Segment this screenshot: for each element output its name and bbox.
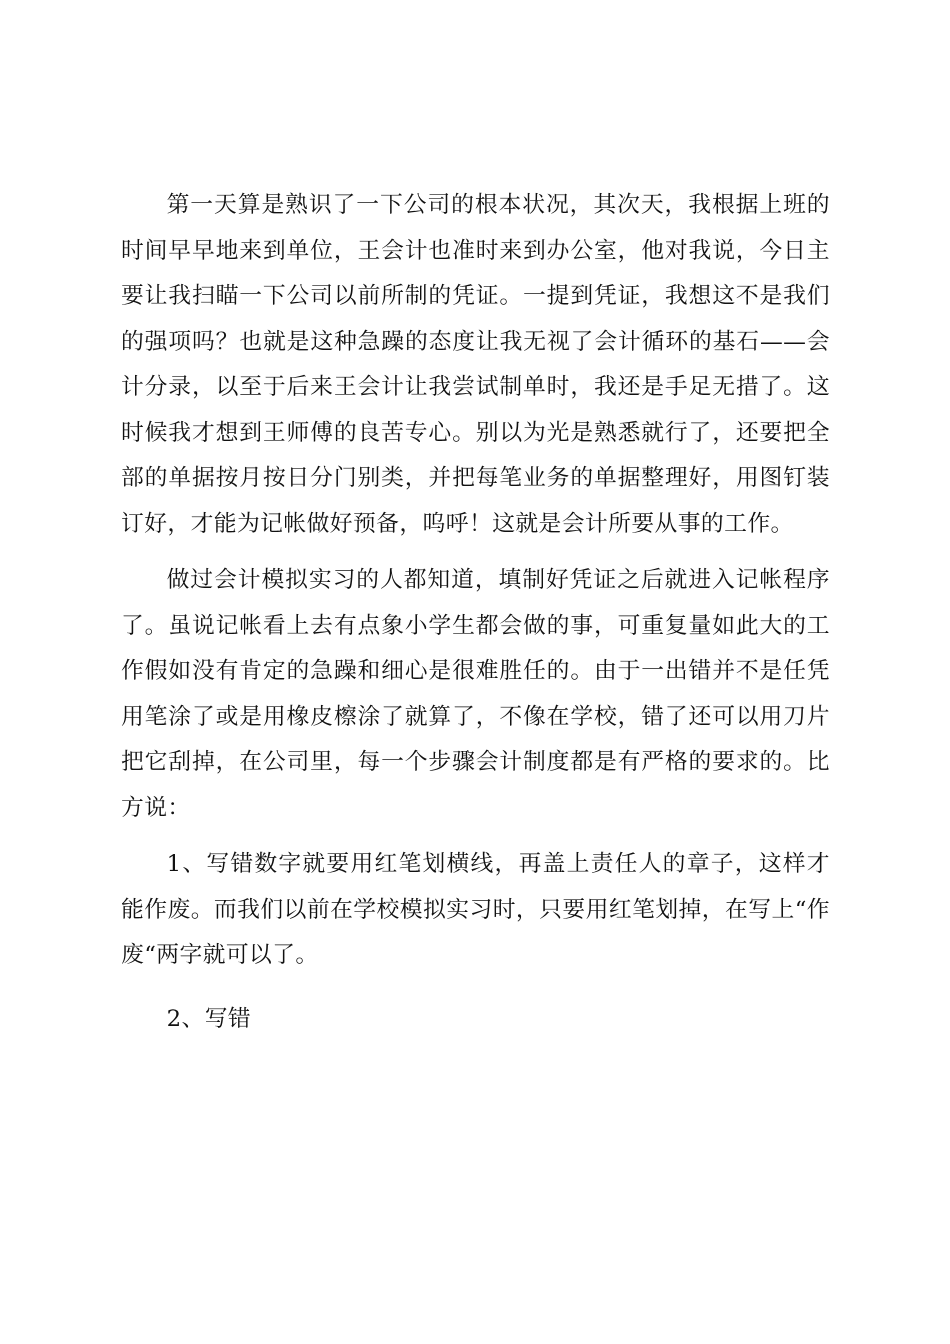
paragraph-first-day: 第一天算是熟识了一下公司的根本状况，其次天，我根据上班的时间早早地来到单位，王会计也准时来到办公室，他对我说，今日主要让我扫瞄一下公司以前所制的凭证。一提到凭证，我想这不是我们的强项吗？也就是这种急躁的态度让我无视了会计循环的基石——会计分录，以至于后来王会计让我尝试制单时，我还是手足无措了。这时候我才想到王师傅的良苦专心。别以为光是熟悉就行了，还要把全部的单据按月按日分门别类，并把每笔业务的单据整理好，用图钉装订好，才能为记帐做好预备，呜呼！这就是会计所要从事的工作。 bbox=[121, 192, 830, 537]
paragraph-rule-2: 2、写错 bbox=[166, 1005, 252, 1032]
document-body bbox=[121, 183, 830, 1042]
paragraph-bookkeeping: 做过会计模拟实习的人都知道，填制好凭证之后就进入记帐程序了。虽说记帐看上去有点象小学生都会做的事，可重复量如此大的工作假如没有肯定的急躁和细心是很难胜任的。由于一出错并不是任凭用笔涂了或是用橡皮檫涂了就算了，不像在学校，错了还可以用刀片把它刮掉，在公司里，每一个步骤会计制度都是有严格的要求的。比方说： bbox=[121, 567, 830, 821]
paragraph-rule-1: 1、写错数字就要用红笔划横线，再盖上责任人的章子，这样才能作废。而我们以前在学校模拟实习时，只要用红笔划掉，在写上“作废“两字就可以了。 bbox=[121, 851, 830, 968]
